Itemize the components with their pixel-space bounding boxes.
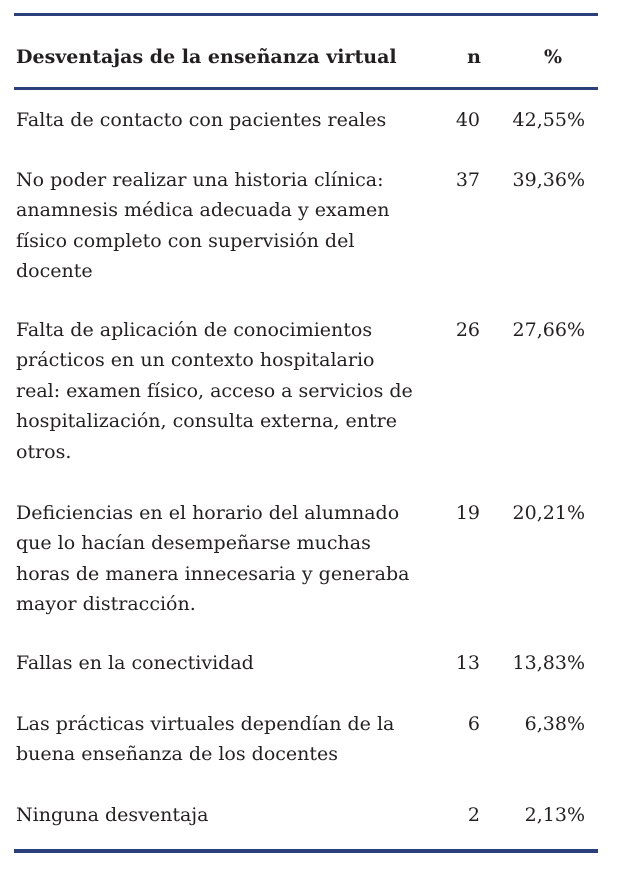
row-percent: 42,55% [512,109,585,131]
row-n: 26 [455,319,480,341]
row-percent: 13,83% [512,652,585,674]
table-header [16,46,598,74]
row-description: No poder realizar una historia clínica: anamnesis médica adecuada y examen físico completo con supervisión del docente [16,169,390,283]
header-description: Desventajas de la enseñanza virtual [16,46,397,68]
row-n: 13 [455,652,480,674]
row-percent: 39,36% [512,169,585,191]
row-percent: 2,13% [524,804,585,826]
row-description: Fallas en la conectividad [16,652,254,674]
row-description: Falta de aplicación de conocimientos prácticos en un contexto hospitalario real: examen físico, acceso a servicios de hospitalización, consulta externa, entre otros. [16,319,413,463]
table-top-rule [14,13,598,16]
row-percent: 20,21% [512,502,585,524]
row-percent: 27,66% [512,319,585,341]
row-n: 40 [455,109,480,131]
row-n: 6 [467,713,480,735]
row-percent: 6,38% [524,713,585,735]
table-bottom-rule [14,849,598,853]
row-description: Las prácticas virtuales dependían de la buena enseñanza de los docentes [16,713,395,766]
row-description: Ninguna desventaja [16,804,209,826]
row-description: Deficiencias en el horario del alumnado que lo hacían desempeñarse muchas horas de manera innecesaria y generaba mayor distracción. [16,502,410,616]
row-description: Falta de contacto con pacientes reales [16,109,387,131]
header-rule [14,87,598,90]
row-n: 2 [467,804,480,826]
header-n: n [467,46,481,68]
row-n: 19 [455,502,480,524]
row-n: 37 [455,169,480,191]
header-percent: % [543,46,563,68]
